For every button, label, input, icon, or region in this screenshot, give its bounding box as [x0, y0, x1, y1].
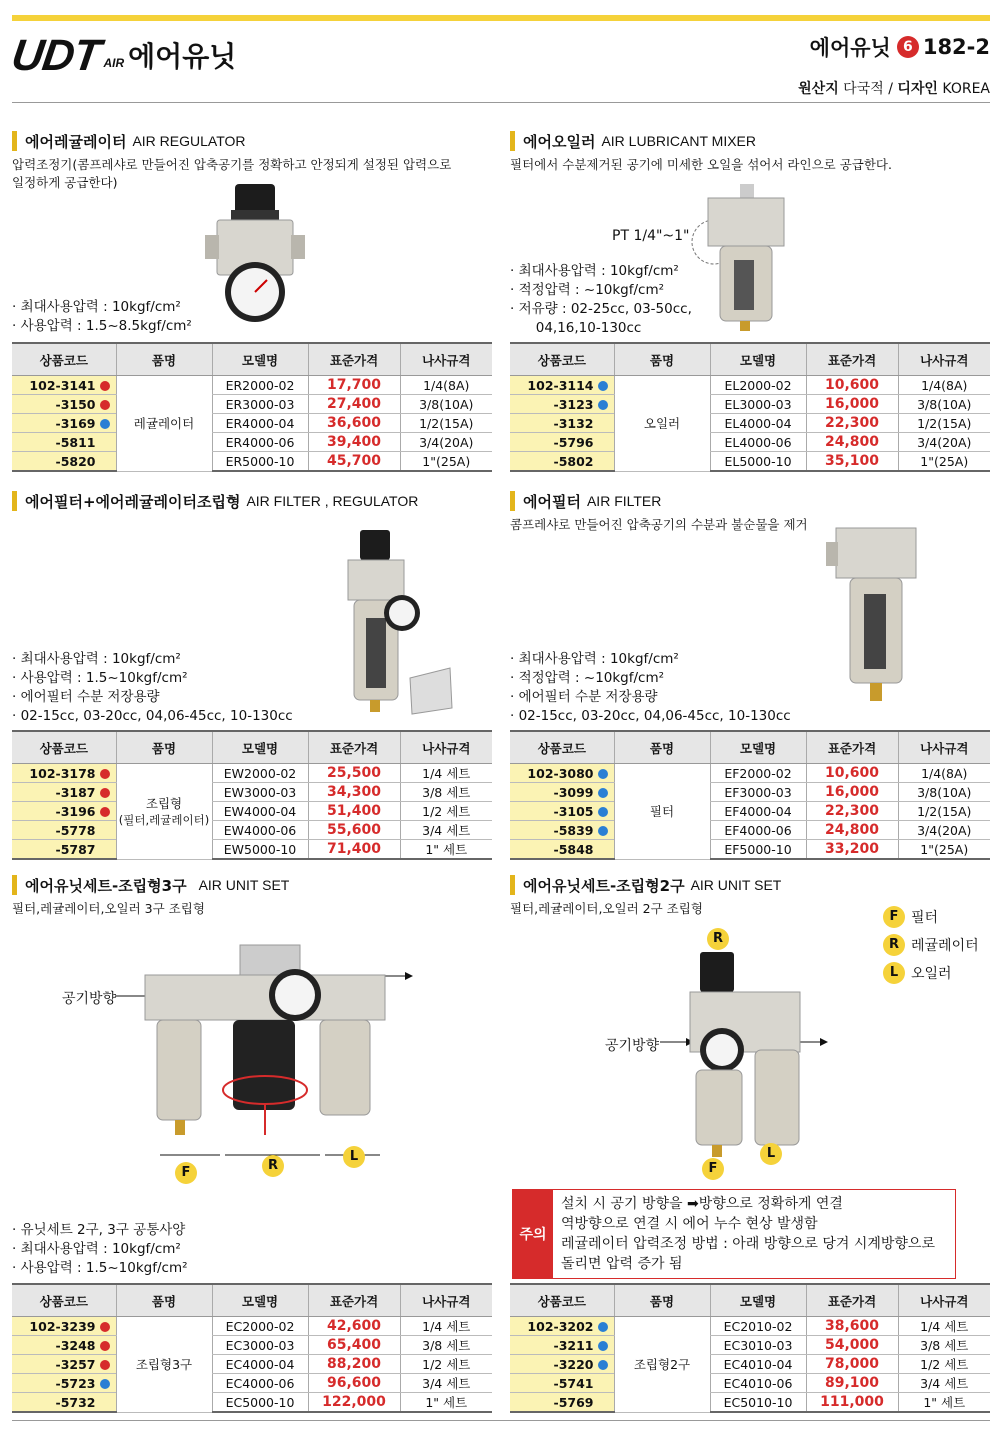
- product-name: 필터: [614, 764, 710, 860]
- page-category: 에어유닛: [809, 36, 891, 60]
- table-row: -5741 EC4010-06 89,100 3/4 세트: [510, 1374, 990, 1393]
- unit-set-3-table: 상품코드 품명 모델명 표준가격 나사규격 102-3239 조립형3구 EC2000-02 42,600 1/4 세트 -3248 EC3000-03 65,400 3/8 세트 -3257 EC4000-04 88,200 1/2 세트 -5723 EC4000-06 96,600 3/4 세트 -5732 EC5000-10 122,000 1" 세트: [12, 1283, 492, 1413]
- origin-info: [798, 78, 990, 98]
- air-direction-label: 공기방향: [605, 1038, 660, 1054]
- table-row: -5839 EF4000-06 24,800 3/4(20A): [510, 821, 990, 840]
- top-accent-bar: [12, 15, 990, 21]
- section-lubricator: [510, 130, 990, 174]
- table-row: -5796 EL4000-06 24,800 3/4(20A): [510, 433, 990, 452]
- regulator-letter-badge: R: [707, 928, 729, 950]
- section-description: 필터,레귤레이터,오일러 3구 조립형: [12, 901, 205, 916]
- footer-divider: [12, 1420, 990, 1421]
- page-title: 에어유닛: [128, 40, 237, 73]
- spec-line: · 적정압력 : ~10kgf/cm²: [510, 282, 665, 298]
- caution-text: 설치 시 공기 방향을 ➡방향으로 정확하게 연결 역방향으로 연결 시 에어 누수 현상 발생함 레귤레이터 압력조정 방법 : 아래 방향으로 당겨 시계방향으로 돌리면 압력 증가 됨: [561, 1196, 935, 1272]
- spec-line: · 사용압력 : 1.5~8.5kgf/cm²: [12, 318, 192, 334]
- regulator-product-image: [205, 180, 315, 335]
- filter-product-image: [826, 524, 926, 709]
- lubricator-specs: [510, 262, 692, 338]
- page-reference: [810, 32, 990, 62]
- table-row: -3211 EC3010-03 54,000 3/8 세트: [510, 1336, 990, 1355]
- table-row: -5811 ER4000-06 39,400 3/4(20A): [12, 433, 492, 452]
- section-title: 에어필터 AIR FILTER: [510, 490, 990, 512]
- logo-sub: AIR: [103, 56, 125, 70]
- origin-label: 원산지: [798, 81, 839, 97]
- product-name: 오일러: [614, 376, 710, 472]
- table-row: -3196 EW4000-04 51,400 1/2 세트: [12, 802, 492, 821]
- col-header: 모델명: [212, 343, 308, 376]
- table-row: 102-3080 필터 EF2000-02 10,600 1/4(8A): [510, 764, 990, 783]
- table-row: 102-3239 조립형3구 EC2000-02 42,600 1/4 세트: [12, 1317, 492, 1336]
- legend-item: L 오일러: [883, 962, 979, 984]
- table-row: -3105 EF4000-04 22,300 1/2(15A): [510, 802, 990, 821]
- section-title: 에어유닛세트-조립형3구 AIR UNIT SET: [12, 874, 492, 896]
- col-header: 나사규격: [400, 343, 492, 376]
- section-title: 에어레귤레이터 AIR REGULATOR: [12, 130, 492, 152]
- product-name: 조립형3구: [116, 1317, 212, 1413]
- table-row: -5848 EF5000-10 33,200 1"(25A): [510, 840, 990, 860]
- filter-table: 상품코드 품명 모델명 표준가격 나사규격 102-3080 필터 EF2000-02 10,600 1/4(8A) -3099 EF3000-03 16,000 3/8(10A) -3105 EF4000-04 22,300 1/2(15A) -5839 EF4000-06 24,800 3/4(20A) -5848 EF5000-10 33,200 1"(25A): [510, 730, 990, 860]
- spec-line: 04,16,10-130cc: [510, 320, 642, 336]
- table-row: -3187 EW3000-03 34,300 3/8 세트: [12, 783, 492, 802]
- table-row: 102-3141 레귤레이터 ER2000-02 17,700 1/4(8A): [12, 376, 492, 395]
- regulator-specs: [12, 298, 192, 336]
- section-title: 에어필터+에어레귤레이터조립형 AIR FILTER , REGULATOR: [12, 490, 492, 512]
- page-number: 182-2: [922, 35, 990, 59]
- logo-text: UDT: [8, 31, 103, 80]
- pt-size-label: PT 1/4"~1": [612, 228, 690, 244]
- lubricator-table: 상품코드 품명 모델명 표준가격 나사규격 102-3114 오일러 EL2000-02 10,600 1/4(8A) -3123 EL3000-03 16,000 3/8(10A) -3132 EL4000-04 22,300 1/2(15A) -5796 EL4000-06 24,800 3/4(20A) -5802 EL5000-10 35,100 1"(25A): [510, 342, 990, 472]
- table-row: -5778 EW4000-06 55,600 3/4 세트: [12, 821, 492, 840]
- table-row: -3248 EC3000-03 65,400 3/8 세트: [12, 1336, 492, 1355]
- table-row: -3099 EF3000-03 16,000 3/8(10A): [510, 783, 990, 802]
- spec-line: · 최대사용압력 : 10kgf/cm²: [12, 299, 181, 315]
- col-header: 상품코드: [12, 343, 116, 376]
- product-name: 레귤레이터: [116, 376, 212, 472]
- section-unit-set-3: [12, 874, 492, 918]
- section-description: 압력조정기(콤프레샤로 만들어진 압축공기를 정확하고 안정되게 설정된 압력으로 일정하게 공급한다): [12, 157, 452, 190]
- table-row: 102-3202 조립형2구 EC2010-02 38,600 1/4 세트: [510, 1317, 990, 1336]
- table-row: 102-3114 오일러 EL2000-02 10,600 1/4(8A): [510, 376, 990, 395]
- design-value: KOREA: [942, 81, 990, 97]
- table-row: -3123 EL3000-03 16,000 3/8(10A): [510, 395, 990, 414]
- table-row: -5802 EL5000-10 35,100 1"(25A): [510, 452, 990, 472]
- stock-dot: [100, 419, 110, 429]
- table-row: -3257 EC4000-04 88,200 1/2 세트: [12, 1355, 492, 1374]
- table-row: -3169 ER4000-04 36,600 1/2(15A): [12, 414, 492, 433]
- unit-legend: [883, 906, 979, 990]
- table-row: -5723 EC4000-06 96,600 3/4 세트: [12, 1374, 492, 1393]
- spec-line: · 저유량 : 02-25cc, 03-50cc,: [510, 301, 692, 317]
- brand-logo: [8, 31, 237, 80]
- design-label: 디자인: [897, 81, 938, 97]
- filter-specs: · 최대사용압력 : 10kgf/cm² · 적정압력 : ~10kgf/cm² · 에어필터 수분 저장용량 · 02-15cc, 03-20cc, 04,06-45cc, 10-130cc: [510, 651, 791, 724]
- filter-regulator-table: 상품코드 품명 모델명 표준가격 나사규격 102-3178 조립형 (필터,레귤레이터) EW2000-02 25,500 1/4 세트 -3187 EW3000-03 34,300 3/8 세트 -3196 EW4000-04 51,400 1/2 세트 -5778 EW4000-06 55,600 3/4 세트 -5787 EW5000-10 71,400 1" 세트: [12, 730, 492, 860]
- table-row: -5732 EC5000-10 122,000 1" 세트: [12, 1393, 492, 1413]
- table-row: 102-3178 조립형 (필터,레귤레이터) EW2000-02 25,500 1/4 세트: [12, 764, 492, 783]
- col-header: 품명: [116, 343, 212, 376]
- caution-label: 주의: [513, 1190, 553, 1278]
- regulator-table: [12, 342, 492, 472]
- filter-regulator-product-image: [340, 528, 460, 718]
- unit-set-2-product-image: [660, 950, 830, 1160]
- spec-line: · 최대사용압력 : 10kgf/cm²: [510, 263, 679, 279]
- table-row: -3132 EL4000-04 22,300 1/2(15A): [510, 414, 990, 433]
- unit-set-3-specs: · 유닛세트 2구, 3구 공통사양 · 최대사용압력 : 10kgf/cm² · 사용압력 : 1.5~10kgf/cm²: [12, 1222, 188, 1276]
- product-name: 조립형 (필터,레귤레이터): [116, 764, 212, 860]
- lubricator-letter-badge: L: [343, 1146, 365, 1168]
- col-header: 표준가격: [308, 343, 400, 376]
- filter-regulator-specs: · 최대사용압력 : 10kgf/cm² · 사용압력 : 1.5~10kgf/cm² · 에어필터 수분 저장용량 · 02-15cc, 03-20cc, 04,06-45cc, 10-130cc: [12, 651, 293, 724]
- table-row: -3220 EC4010-04 78,000 1/2 세트: [510, 1355, 990, 1374]
- lubricator-letter-badge: L: [760, 1143, 782, 1165]
- unit-set-3-product-image: [115, 940, 415, 1185]
- table-row: -3150 ER3000-03 27,400 3/8(10A): [12, 395, 492, 414]
- caution-box: [512, 1189, 956, 1279]
- section-description: 필터,레귤레이터,오일러 2구 조립형: [510, 901, 703, 916]
- section-filter-regulator: [12, 490, 492, 512]
- section-description: 필터에서 수분제거된 공기에 미세한 오일을 섞어서 라인으로 공급한다.: [510, 157, 892, 172]
- origin-value: 다국적 /: [843, 81, 893, 97]
- table-row: -5820 ER5000-10 45,700 1"(25A): [12, 452, 492, 472]
- page-number-badge: 6: [897, 36, 919, 58]
- filter-letter-badge: F: [702, 1158, 724, 1180]
- legend-item: R 레귤레이터: [883, 934, 979, 956]
- table-row: -5787 EW5000-10 71,400 1" 세트: [12, 840, 492, 860]
- stock-dot: [100, 400, 110, 410]
- header-divider: [12, 102, 990, 103]
- filter-letter-badge: F: [175, 1162, 197, 1184]
- lubricator-product-image: [690, 180, 800, 335]
- section-title: 에어유닛세트-조립형2구 AIR UNIT SET: [510, 874, 990, 896]
- legend-item: F 필터: [883, 906, 979, 928]
- regulator-letter-badge: R: [262, 1155, 284, 1177]
- air-direction-label: 공기방향: [62, 991, 117, 1007]
- product-name: 조립형2구: [614, 1317, 710, 1413]
- unit-set-2-table: 상품코드 품명 모델명 표준가격 나사규격 102-3202 조립형2구 EC2010-02 38,600 1/4 세트 -3211 EC3010-03 54,000 3/8 세트 -3220 EC4010-04 78,000 1/2 세트 -5741 EC4010-06 89,100 3/4 세트 -5769 EC5010-10 111,000 1" 세트: [510, 1283, 990, 1413]
- table-row: -5769 EC5010-10 111,000 1" 세트: [510, 1393, 990, 1413]
- section-description: 콤프레샤로 만들어진 압축공기의 수분과 불순물을 제거: [510, 517, 808, 532]
- section-title: 에어오일러 AIR LUBRICANT MIXER: [510, 130, 990, 152]
- stock-dot: [100, 381, 110, 391]
